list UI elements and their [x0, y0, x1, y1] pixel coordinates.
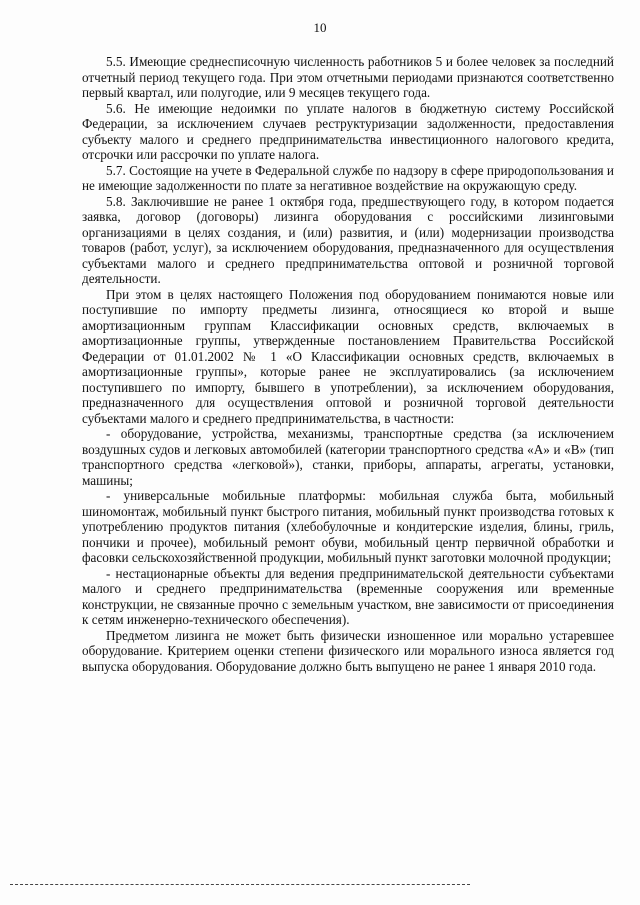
footer-divider: [10, 884, 470, 885]
paragraph-5-5: 5.5. Имеющие среднесписочную численность работников 5 и более человек за последний отчетный период текущего года. При этом отчетными периодами признаются соответственно первый квартал, или полугодие, или 9 месяцев текущего года.: [82, 54, 614, 100]
paragraph-lease-subject-requirements: Предметом лизинга не может быть физически изношенное или морально устаревшее оборудование. Критерием оценки степени физического или морального износа является год выпуска оборудования. Оборудование должно быть выпущено не ранее 1 января 2010 года.: [82, 627, 614, 674]
paragraph-5-8: 5.8. Заключившие не ранее 1 октября года, предшествующего году, в котором подается заявка, договор (договоры) лизинга оборудования с российскими лизинговыми организациями в целях создания, и (или) развития, и (или) модернизации производства товаров (работ, услуг), за исключением оборудования, предназначенного для осуществления субъектами малого и среднего предпринимательства оптовой и розничной торговой деятельности.: [82, 193, 614, 286]
list-item-non-stationary-objects: - нестационарные объекты для ведения предпринимательской деятельности субъектами малого и среднего предпринимательства (временные сооружения или временные конструкции, не связанные прочно с земельным участком, вне зависимости от присоединения к сетям инженерно-технического обеспечения).: [82, 565, 614, 627]
paragraph-5-7: 5.7. Состоящие на учете в Федеральной службе по надзору в сфере природопользования и не имеющие задолженности по плате за негативное воздействие на окружающую среду.: [82, 162, 614, 193]
document-body: [82, 54, 614, 674]
paragraph-5-6: 5.6. Не имеющие недоимки по уплате налогов в бюджетную систему Российской Федерации, за исключением случаев реструктуризации задолженности, предоставления субъекту малого и среднего предпринимательства инвестиционного налогового кредита, отсрочки или рассрочки по уплате налога.: [82, 100, 614, 162]
page-number: 10: [313, 20, 327, 35]
paragraph-equipment-definition: При этом в целях настоящего Положения под оборудованием понимаются новые или поступившие по импорту предметы лизинга, относящиеся ко второй и выше амортизационным группам Классификации основных средств, включаемых в амортизационные группы, утвержденные постановлением Правительства Российской Федерации от 01.01.2002 № 1 «О Классификации основных средств, включаемых в амортизационные группы», которые ранее не эксплуатировались (за исключением поступившего по импорту, бывшего в употреблении), за исключением оборудования, предназначенного для осуществления оптовой и розничной торговой деятельности субъектами малого и среднего предпринимательства, в частности:: [82, 286, 614, 426]
list-item-equipment: - оборудование, устройства, механизмы, транспортные средства (за исключением воздушных судов и легковых автомобилей (категории транспортного средства «А» и «В» (тип транспортного средства «легковой»), станки, приборы, аппараты, агрегаты, установки, машины;: [82, 426, 614, 488]
list-item-mobile-platforms: - универсальные мобильные платформы: мобильная служба быта, мобильный шиномонтаж, мобильный пункт быстрого питания, мобильный пункт производства готовых к употреблению продуктов питания (хлебобулочные и кондитерские изделия, блины, гриль, пончики и прочее), мобильный ремонт обуви, мобильный центр первичной обработки и фасовки сельскохозяйственной продукции, мобильный пункт заготовки молочной продукции;: [82, 488, 614, 565]
